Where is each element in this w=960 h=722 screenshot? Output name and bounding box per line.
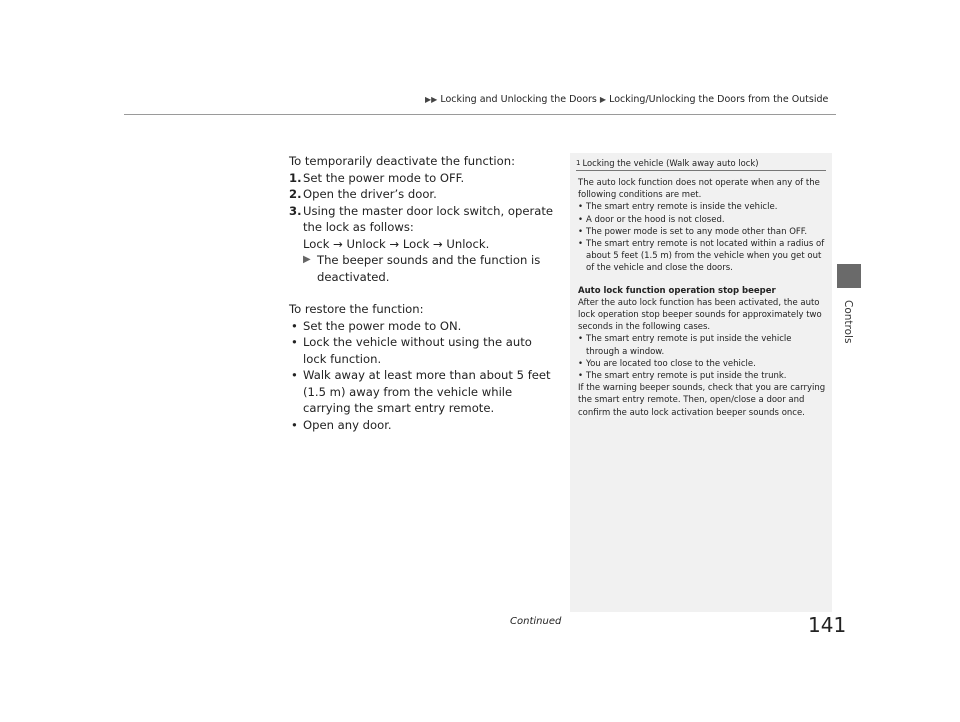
list-item <box>289 318 557 335</box>
breadcrumb <box>425 94 828 105</box>
side-note-title-text: Locking the vehicle (Walk away auto lock) <box>582 158 759 168</box>
list-item <box>578 201 826 213</box>
result-text: The beeper sounds and the function is deactivated. <box>317 253 541 284</box>
side-note-paragraph: If the warning beeper sounds, check that you are carrying the smart entry remote. Then, open/close a door and confirm the auto lock activation beeper sounds once. <box>578 383 826 418</box>
step-number: 1. <box>289 170 302 185</box>
continued-label: Continued <box>510 616 562 627</box>
side-note-subtitle: Auto lock function operation stop beeper <box>578 285 776 296</box>
list-item <box>289 367 557 417</box>
bullet-icon: • <box>578 214 584 225</box>
bullet-icon: • <box>578 226 584 237</box>
step-number: 3. <box>289 203 302 218</box>
bullet-icon: • <box>291 368 298 382</box>
breadcrumb-current: Locking/Unlocking the Doors from the Outside <box>609 94 829 105</box>
list-item <box>578 358 826 370</box>
list-item-text: The power mode is set to any mode other than OFF. <box>586 226 808 237</box>
list-item-text: A door or the hood is not closed. <box>586 214 725 225</box>
list-item-text: The smart entry remote is put inside the trunk. <box>586 371 787 382</box>
list-item <box>578 214 826 226</box>
reference-mark: 1 <box>576 159 581 167</box>
side-note-paragraph: After the auto lock function has been activated, the auto lock operation stop beeper sounds for approximately two seconds in the following cases. <box>578 297 822 333</box>
list-item-text: Set the power mode to ON. <box>303 318 462 333</box>
list-item-text: The smart entry remote is put inside the vehicle through a window. <box>586 334 792 357</box>
section-tab-label: Controls <box>842 300 854 344</box>
side-note-title <box>576 158 826 171</box>
list-item-text: The smart entry remote is inside the vehicle. <box>586 202 778 213</box>
step-text: Open the driver’s door. <box>303 187 437 201</box>
bullet-icon: • <box>578 239 584 250</box>
list-item <box>289 417 557 434</box>
breadcrumb-arrow-icon: ▶ <box>599 95 607 104</box>
bullet-icon: • <box>291 335 298 349</box>
step-item <box>289 170 557 187</box>
list-item <box>578 238 826 275</box>
breadcrumb-parent: Locking and Unlocking the Doors <box>440 94 597 105</box>
result-arrow-icon: ▶ <box>303 254 311 265</box>
side-note-intro: The auto lock function does not operate when any of the following conditions are met. <box>578 178 820 201</box>
side-note-body <box>570 171 832 419</box>
main-content <box>289 153 557 433</box>
bullet-icon: • <box>578 371 584 382</box>
step-item <box>289 203 557 236</box>
step-number: 2. <box>289 187 302 201</box>
bullet-icon: • <box>578 358 584 369</box>
list-item-text: Walk away at least more than about 5 feet (1.5 m) away from the vehicle while carrying the smart entry remote. <box>303 368 551 415</box>
step-result <box>289 252 557 285</box>
list-item <box>578 226 826 238</box>
side-note-panel <box>570 153 832 612</box>
list-item <box>289 334 557 367</box>
list-item <box>578 370 826 382</box>
step-item <box>289 186 557 203</box>
page-number: 141 <box>808 613 847 637</box>
restore-intro: To restore the function: <box>289 302 424 316</box>
section-tab-marker <box>837 264 861 288</box>
list-item-text: You are located too close to the vehicle. <box>586 358 756 369</box>
bullet-icon: • <box>578 334 584 345</box>
lock-sequence: Lock → Unlock → Lock → Unlock. <box>303 236 490 251</box>
list-item-text: The smart entry remote is not located within a radius of about 5 feet (1.5 m) from the vehicle when you get out of the vehicle and close the doors. <box>586 239 825 274</box>
bullet-icon: • <box>291 417 298 432</box>
breadcrumb-arrow-icon: ▶▶ <box>425 95 438 104</box>
step-text: Set the power mode to OFF. <box>303 170 465 185</box>
bullet-icon: • <box>291 318 298 333</box>
step-text: Using the master door lock switch, operate the lock as follows: <box>303 203 554 234</box>
bullet-icon: • <box>578 202 584 213</box>
list-item-text: Lock the vehicle without using the auto lock function. <box>303 335 532 366</box>
deactivate-intro: To temporarily deactivate the function: <box>289 154 515 168</box>
header-divider <box>124 114 836 115</box>
list-item <box>578 333 826 357</box>
list-item-text: Open any door. <box>303 417 392 432</box>
